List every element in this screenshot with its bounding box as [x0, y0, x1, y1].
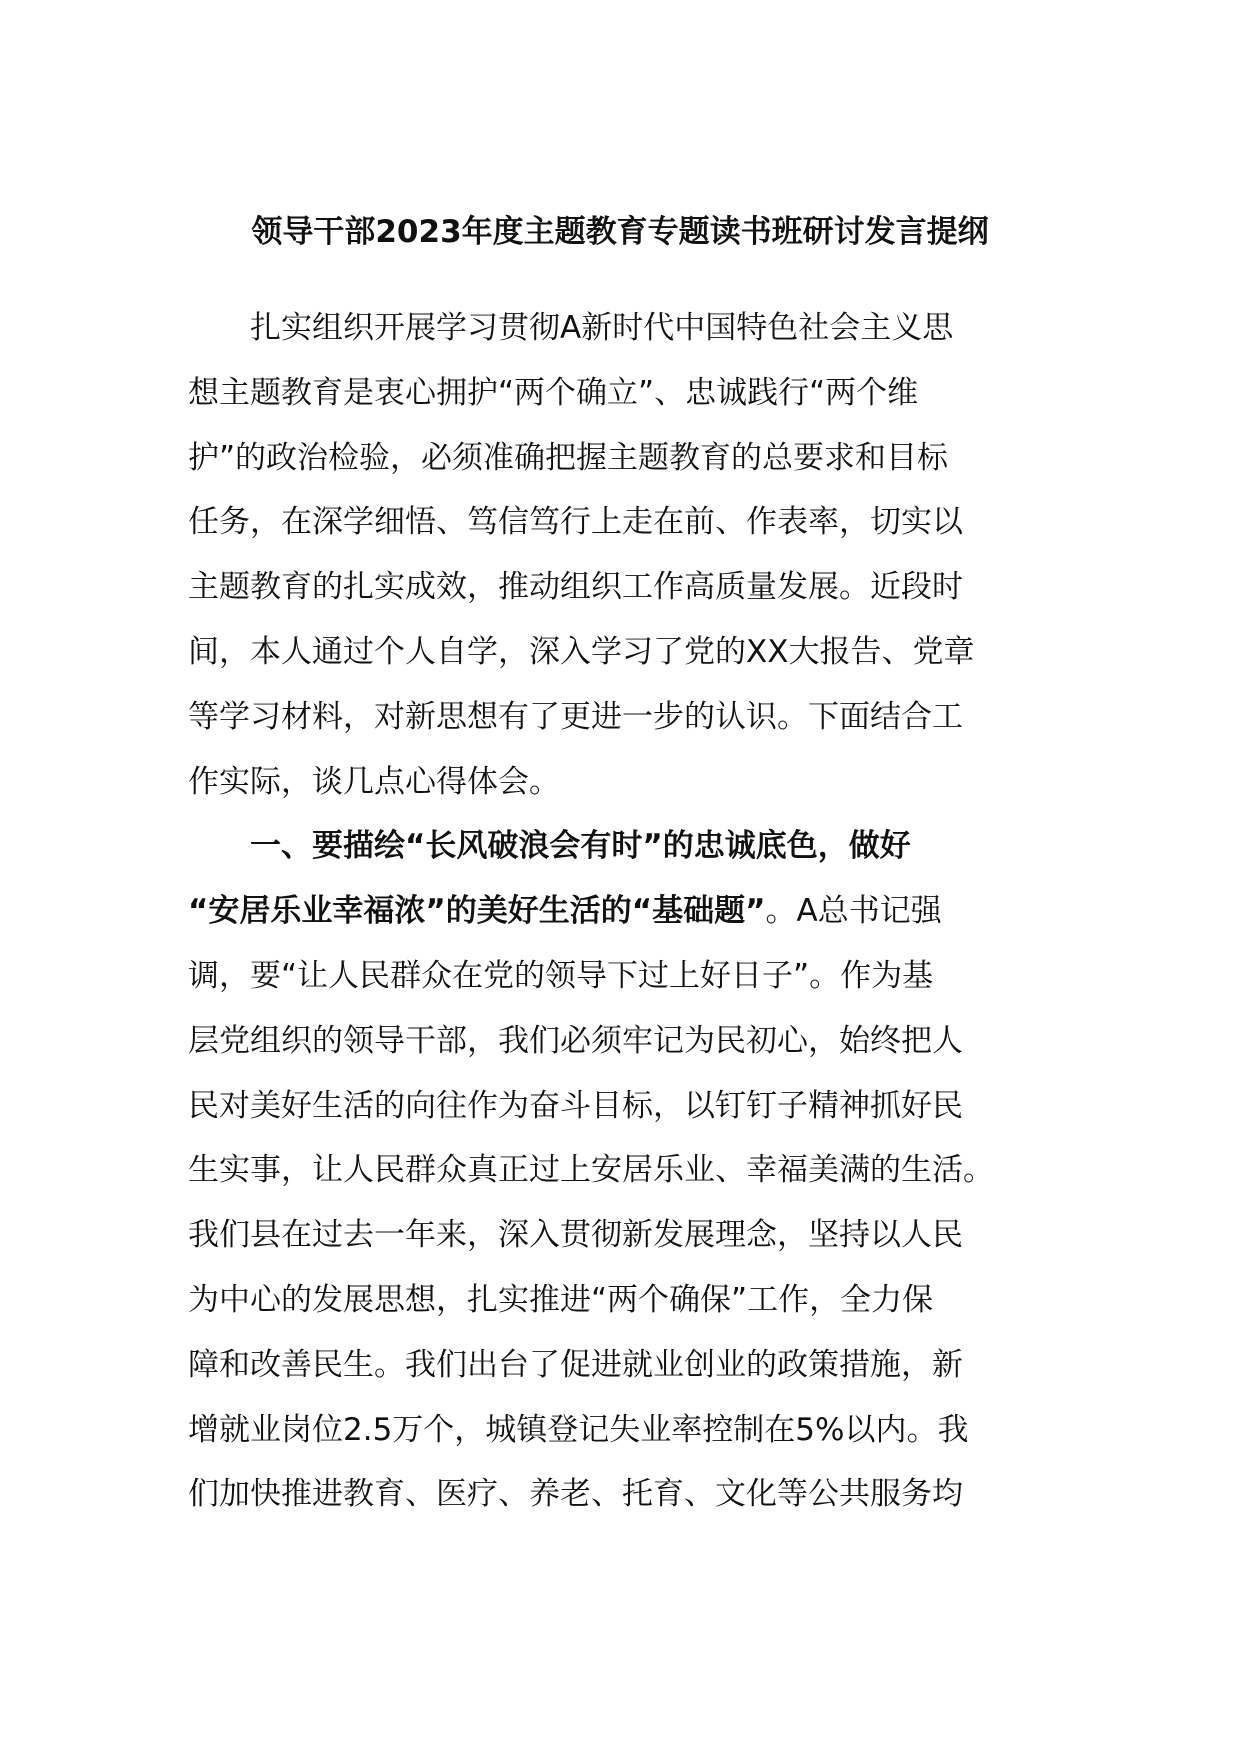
paragraph-line: 为中心的发展思想，扎实推进“两个确保”工作，全力保	[188, 1281, 934, 1318]
section-lead-text: 。A总书记强	[765, 893, 942, 930]
document-title: 领导干部2023年度主题教育专题读书班研讨发言提纲	[251, 214, 989, 250]
paragraph-line: 间，本人通过个人自学，深入学习了党的XX大报告、党章	[188, 633, 975, 670]
paragraph-line: 作实际，谈几点心得体会。	[188, 763, 560, 800]
paragraph-line: 等学习材料，对新思想有了更进一步的认识。下面结合工	[188, 698, 963, 735]
paragraph-line: 护”的政治检验，必须准确把握主题教育的总要求和目标	[188, 439, 949, 476]
paragraph-line: 任务，在深学细悟、笃信笃行上走在前、作表率，切实以	[188, 504, 963, 541]
paragraph-line: 我们县在过去一年来，深入贯彻新发展理念，坚持以人民	[188, 1217, 963, 1254]
paragraph-line: 调，要“让人民群众在党的领导下过上好日子”。作为基	[188, 957, 934, 994]
paragraph-line: 障和改善民生。我们出台了促进就业创业的政策措施，新	[188, 1346, 963, 1383]
document-body	[188, 296, 1068, 1527]
paragraph-line: 想主题教育是衷心拥护“两个确立”、忠诚践行“两个维	[188, 374, 919, 411]
paragraph-line: 们加快推进教育、医疗、养老、托育、文化等公共服务均	[188, 1476, 963, 1513]
paragraph-line: 主题教育的扎实成效，推动组织工作高质量发展。近段时	[188, 569, 963, 606]
paragraph-line: 增就业岗位2.5万个，城镇登记失业率控制在5%以内。我	[188, 1411, 969, 1448]
paragraph-line: 扎实组织开展学习贯彻A新时代中国特色社会主义思	[250, 310, 954, 346]
section-heading-line	[188, 879, 1068, 944]
paragraph-line: 层党组织的领导干部，我们必须牢记为民初心，始终把人	[188, 1022, 963, 1059]
paragraph-line: 民对美好生活的向往作为奋斗目标，以钉钉子精神抓好民	[188, 1087, 963, 1124]
paragraph-line: 生实事，让人民群众真正过上安居乐业、幸福美满的生活。	[188, 1152, 994, 1189]
section-heading-text: “安居乐业幸福浓”的美好生活的“基础题”	[188, 893, 766, 930]
section-heading-line: 一、要描绘“长风破浪会有时”的忠诚底色，做好	[250, 828, 911, 865]
